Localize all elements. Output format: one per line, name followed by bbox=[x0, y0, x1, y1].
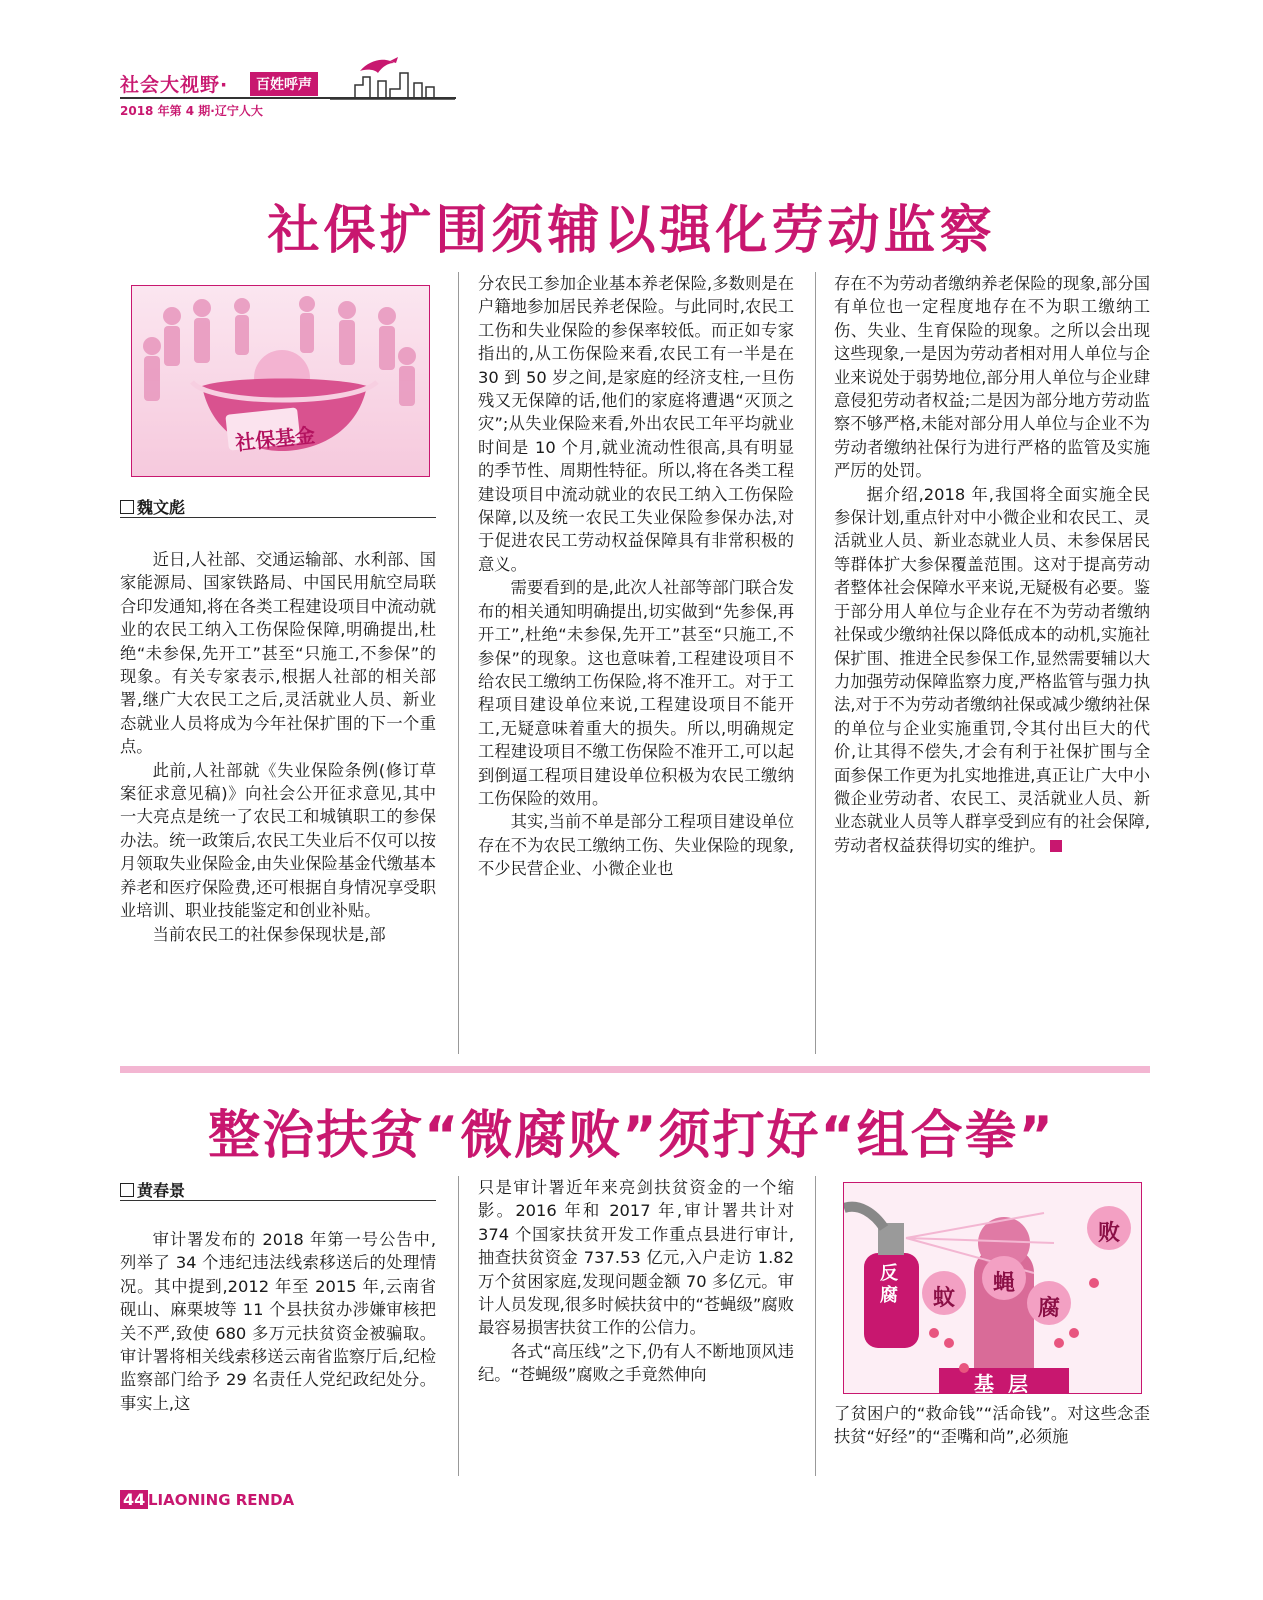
issue-number: 2018 年第 4 期· bbox=[120, 104, 215, 118]
paragraph: 需要看到的是,此次人社部等部门联合发布的相关通知明确提出,切实做到“先参保,再开工”,杜绝“未参保,先开工”甚至“只施工,不参保”的现象。这也意味着,工程建设项目不给农民工缴纳工伤保险,将不准开工。对于工程项目建设单位来说,工程建设项目不能开工,无疑意味着重大的损失。所以,明确规定工程建设项目不缴工伤保险不准开工,可以起到倒逼工程项目建设单位积极为农民工缴纳工伤保险的效用。 bbox=[478, 578, 794, 808]
paragraph: 只是审计署近年来亮剑扶贫资金的一个缩影。2016 年和 2017 年,审计署共计对 374 个国家扶贫开发工作重点县进行审计,抽查扶贫资金 737.53 亿元,入户走访 1.82 万个贫困家庭,发现问题金额 70 多亿元。审计人员发现,很多时候扶贫中的“苍蝇级”腐败最容易损害扶贫工作的公信力。 bbox=[478, 1178, 794, 1338]
fly-label: 蝇 bbox=[993, 1271, 1016, 1296]
paragraph: 审计署发布的 2018 年第一号公告中,列举了 34 个违纪违法线索移送后的处理情况。其中提到,2012 年至 2015 年,云南省砚山、麻栗坡等 11 个县扶贫办涉嫌审核把关不严,致使 680 多万元扶贫资金被骗取。审计署将相关线索移送云南省监察厅后,纪检监察部门给予 29 名责任人党纪政纪处分。事实上,这 bbox=[120, 1230, 436, 1413]
column-separator bbox=[815, 272, 816, 1054]
article2-title: 整治扶贫“微腐败”须打好“组合拳” bbox=[208, 1106, 1055, 1166]
column-separator bbox=[458, 272, 459, 1054]
article1-column-2 bbox=[478, 272, 794, 881]
paragraph: 此前,人社部就《失业保险条例(修订草案征求意见稿)》向社会公开征求意见,其中一大亮点是统一了农民工和城镇职工的参保办法。统一政策后,农民工失业后不仅可以按月领取失业保险金,由失业保险基金代缴基本养老和医疗保险费,还可根据自身情况享受职业培训、职业技能鉴定和创业补贴。 bbox=[120, 760, 436, 921]
social-fund-illustration bbox=[131, 285, 430, 477]
grassroots-label: 基层 bbox=[974, 1372, 1042, 1394]
article-divider bbox=[120, 1066, 1150, 1073]
column-separator bbox=[458, 1176, 459, 1476]
magazine-name-en: LIAONING RENDA bbox=[148, 1491, 295, 1509]
paragraph: 其实,当前不单是部分工程项目建设单位存在不为农民工缴纳工伤、失业保险的现象,不少民营企业、小微企业也 bbox=[478, 812, 794, 879]
fly-label: 腐 bbox=[1038, 1296, 1061, 1321]
paragraph: 各式“高压线”之下,仍有人不断地顶风违纪。“苍蝇级”腐败之手竟然伸向 bbox=[478, 1341, 794, 1385]
article2-column-2 bbox=[478, 1176, 794, 1387]
end-mark-icon bbox=[1050, 840, 1062, 852]
fly-label: 蚊 bbox=[933, 1286, 956, 1311]
paragraph: 分农民工参加企业基本养老保险,多数则是在户籍地参加居民养老保险。与此同时,农民工工伤和失业保险的参保率较低。而正如专家指出的,从工伤保险来看,农民工有一半是在 30 到 50 岁之间,是家庭的经济支柱,一旦伤残又无保障的话,他们的家庭将遭遇“灭顶之灾”;从失业保险来看,外出农民工年平均就业时间是 10 个月,就业流动性很高,具有明显的季节性、周期性特征。所以,将在各类工程建设项目中流动就业的农民工纳入工伤保险保障,以及统一农民工失业保险参保办法,对于促进农民工劳动权益保障具有非常积极的意义。 bbox=[478, 274, 794, 574]
paragraph: 了贫困户的“救命钱”“活命钱”。对这些念歪扶贫“好经”的“歪嘴和尚”,必须施 bbox=[834, 1404, 1150, 1447]
author-box-icon bbox=[120, 1183, 134, 1197]
article1-column-1 bbox=[120, 548, 436, 946]
article2-column-1 bbox=[120, 1228, 436, 1415]
article1-title: 社保扩围须辅以强化劳动监察 bbox=[267, 201, 996, 261]
anti-corruption-bottle-label: 反腐 bbox=[880, 1263, 898, 1306]
issue-info bbox=[120, 102, 263, 119]
article1-column-3 bbox=[834, 272, 1150, 857]
article1-author bbox=[120, 495, 185, 518]
author-rule bbox=[120, 1200, 436, 1201]
author-box-icon bbox=[120, 500, 134, 514]
section-title: 社会大视野· bbox=[120, 74, 229, 96]
article1-author-name: 魏文彪 bbox=[137, 498, 186, 517]
paragraph-text: 据介绍,2018 年,我国将全面实施全民参保计划,重点针对中小微企业和农民工、灵活就业人员、新业态就业人员、未参保居民等群体扩大参保覆盖范围。这对于提高劳动者整体社会保障水平来说,无疑极有必要。鉴于部分用人单位与企业存在不为劳动者缴纳社保或少缴纳社保以降低成本的动机,实施社保扩围、推进全民参保工作,显然需要辅以大力加强劳动保障监察力度,严格监管与强力执法,对于不为劳动者缴纳社保或减少缴纳社保的单位与企业实施重罚,令其付出巨大的代价,让其得不偿失,才会有利于社保扩围与全面参保工作更为扎实地推进,真正让广大中小微企业劳动者、农民工、灵活就业人员、新业态就业人员等人群享受到应有的社会保障,劳动者权益获得切实的维护。 bbox=[834, 484, 1150, 855]
article2-author bbox=[120, 1178, 185, 1201]
fly-label: 败 bbox=[1098, 1221, 1121, 1246]
paragraph: 存在不为劳动者缴纳养老保险的现象,部分国有单位也一定程度地存在不为职工缴纳工伤、失业、生育保险的现象。之所以会出现这些现象,一是因为劳动者相对用人单位与企业来说处于弱势地位,部分用人单位与企业肆意侵犯劳动者权益;二是因为部分地方劳动监察不够严格,未能对部分用人单位与企业不为劳动者缴纳社保行为进行严格的监管及实施严厉的处罚。 bbox=[834, 274, 1150, 481]
paragraph: 近日,人社部、交通运输部、水利部、国家能源局、国家铁路局、中国民用航空局联合印发通知,将在各类工程建设项目中流动就业的农民工纳入工伤保险保障,明确提出,杜绝“未参保,先开工”甚至“只施工,不参保”的现象。有关专家表示,根据人社部的相关部署,继广大农民工之后,灵活就业人员、新业态就业人员将成为今年社保扩围的下一个重点。 bbox=[120, 550, 436, 757]
skyline-bird-logo-icon bbox=[330, 55, 460, 105]
page-number: 44 bbox=[120, 1490, 148, 1509]
article2-column-3 bbox=[834, 1402, 1150, 1449]
column-separator bbox=[815, 1176, 816, 1476]
anti-corruption-cartoon bbox=[843, 1182, 1142, 1394]
paragraph bbox=[834, 483, 1150, 858]
subsection-badge: 百姓呼声 bbox=[250, 72, 318, 96]
author-rule bbox=[120, 517, 436, 518]
fund-label: 社保基金 bbox=[234, 422, 317, 456]
article2-author-name: 黄春景 bbox=[137, 1181, 186, 1200]
magazine-name: 辽宁人大 bbox=[214, 104, 263, 118]
paragraph: 当前农民工的社保参保现状是,部 bbox=[152, 924, 386, 944]
